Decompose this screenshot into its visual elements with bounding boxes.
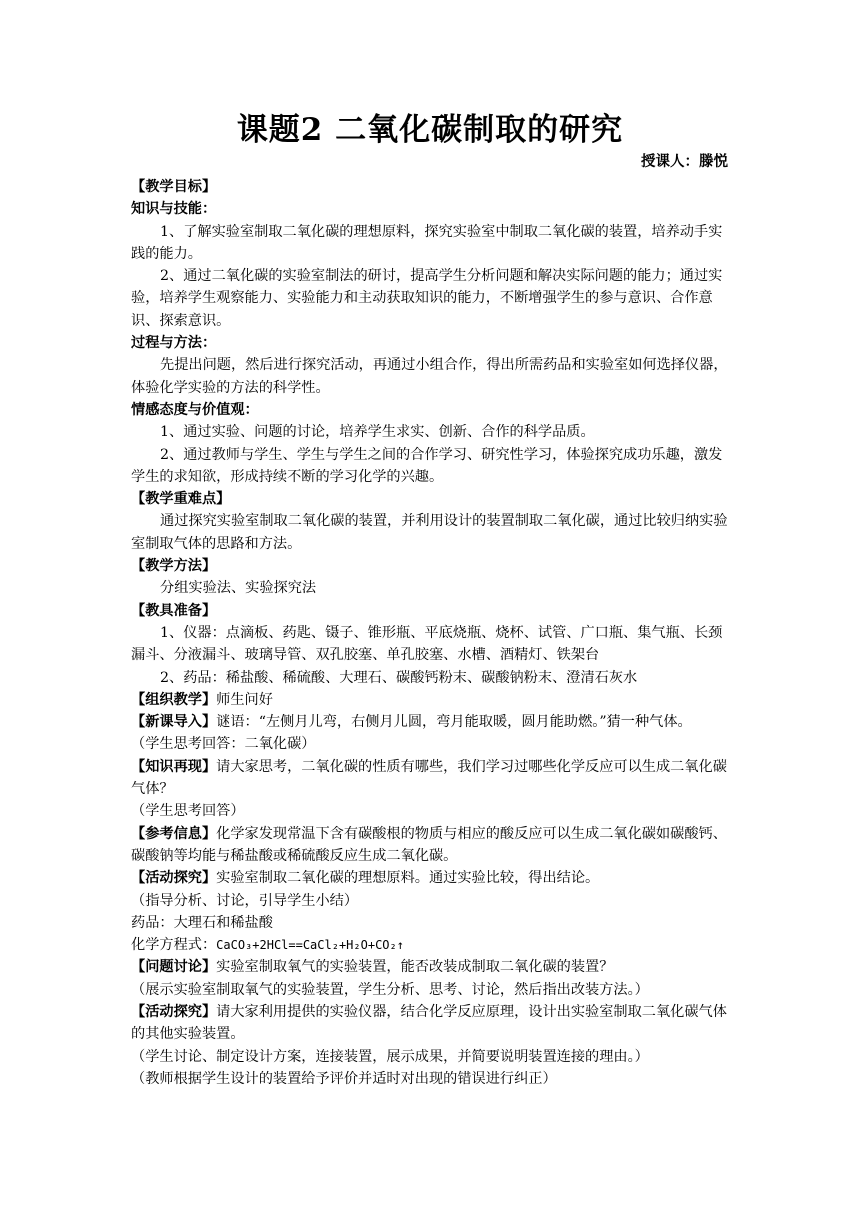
discussion-note: （展示实验室制取氧气的实验装置，学生分析、思考、讨论，然后指出改装方法。） <box>131 981 649 998</box>
organize-line <box>131 689 731 711</box>
equipment-heading: 【教具准备】 <box>131 602 217 619</box>
discussion-text: 实验室制取氧气的实验装置，能否改装成制取二氧化碳的装置？ <box>216 959 614 976</box>
knowledge-heading: 知识与技能： <box>131 201 217 218</box>
activity2-note-1: （学生讨论、制定设计方案，连接装置，展示成果，并简要说明装置连接的理由。） <box>131 1048 649 1065</box>
emotion-item-2: 2、通过教师与学生、学生与学生之间的合作学习、研究性学习，体验探究成功乐趣，激发学生的求知欲，形成持续不断的学习化学的兴趣。 <box>131 446 723 485</box>
intro-line <box>131 711 731 733</box>
equipment-chemicals: 2、药品：稀盐酸、稀硫酸、大理石、碳酸钙粉末、碳酸钠粉末、澄清石灰水 <box>160 669 638 686</box>
process-heading: 过程与方法： <box>131 335 217 352</box>
methods-heading: 【教学方法】 <box>131 558 217 575</box>
methods-text: 分组实验法、实验探究法 <box>160 580 317 597</box>
knowledge-item-1: 1、了解实验室制取二氧化碳的理想原料，探究实验室中制取二氧化碳的装置，培养动手实践的能力。 <box>131 223 723 262</box>
activity1-text: 实验室制取二氧化碳的理想原料。通过实验比较，得出结论。 <box>216 870 600 887</box>
organize-label: 【组织教学】 <box>131 691 217 708</box>
objectives-heading: 【教学目标】 <box>131 179 217 195</box>
review-line <box>131 756 731 801</box>
knowledge-item-2: 2、通过二氧化碳的实验室制法的研讨，提高学生分析问题和解决实际问题的能力；通过实验，培养学生观察能力、实验能力和主动获取知识的能力，不断增强学生的参与意识、合作意识、探索意识。 <box>131 268 723 329</box>
discussion-line <box>131 956 731 978</box>
equation-label: 化学方程式： <box>131 937 217 954</box>
equation-line <box>131 934 731 956</box>
reference-label: 【参考信息】 <box>131 825 217 842</box>
reference-text: 化学家发现常温下含有碳酸根的物质与相应的酸反应可以生成二氧化碳如碳酸钙、碳酸钠等均能与稀盐酸或稀硫酸反应生成二氧化碳。 <box>131 825 727 864</box>
intro-label: 【新课导入】 <box>131 714 217 731</box>
author-line: 授课人：滕悦 <box>641 153 728 170</box>
key-points-text: 通过探究实验室制取二氧化碳的装置，并利用设计的装置制取二氧化碳，通过比较归纳实验室制取气体的思路和方法。 <box>131 513 728 552</box>
equipment-instruments: 1、仪器：点滴板、药匙、镊子、锥形瓶、平底烧瓶、烧杯、试管、广口瓶、集气瓶、长颈漏斗、分液漏斗、玻璃导管、双孔胶塞、单孔胶塞、水槽、酒精灯、铁架台 <box>131 624 723 664</box>
organize-text: 师生问好 <box>216 691 273 708</box>
review-text: 请大家思考，二氧化碳的性质有哪些，我们学习过哪些化学反应可以生成二氧化碳气体？ <box>131 758 727 798</box>
emotion-item-1: 1、通过实验、问题的讨论，培养学生求实、创新、合作的科学品质。 <box>160 424 595 441</box>
activity2-line <box>131 1001 731 1046</box>
activity1-drugs: 药品：大理石和稀盐酸 <box>131 914 273 931</box>
review-answer: （学生思考回答） <box>131 803 245 820</box>
reference-line <box>131 823 731 868</box>
activity2-note-2: （教师根据学生设计的装置给予评价并适时对出现的错误进行纠正） <box>131 1070 557 1087</box>
page-title: 课题2 二氧化碳制取的研究 <box>236 112 624 148</box>
process-text: 先提出问题，然后进行探究活动，再通过小组合作，得出所需药品和实验室如何选择仪器，体验化学实验的方法的科学性。 <box>131 357 728 396</box>
activity1-label: 【活动探究】 <box>131 870 217 887</box>
key-points-heading: 【教学重难点】 <box>131 491 231 508</box>
intro-text: 谜语：“左侧月儿弯，右侧月儿圆，弯月能取暖，圆月能助燃。”猜一种气体。 <box>216 714 692 731</box>
activity1-line <box>131 867 731 889</box>
review-label: 【知识再现】 <box>131 758 217 775</box>
activity1-guide: （指导分析、讨论，引导学生小结） <box>131 892 359 909</box>
activity2-label: 【活动探究】 <box>131 1003 217 1020</box>
chemical-equation: CaCO₃+2HCl==CaCl₂+H₂O+CO₂↑ <box>216 938 404 953</box>
activity2-text: 请大家利用提供的实验仪器，结合化学反应原理，设计出实验室制取二氧化碳气体的其他实验装置。 <box>131 1003 727 1043</box>
lesson-body <box>131 176 731 1090</box>
emotion-heading: 情感态度与价值观： <box>131 401 259 418</box>
intro-answer: （学生思考回答：二氧化碳） <box>131 736 316 753</box>
discussion-label: 【问题讨论】 <box>131 959 217 976</box>
